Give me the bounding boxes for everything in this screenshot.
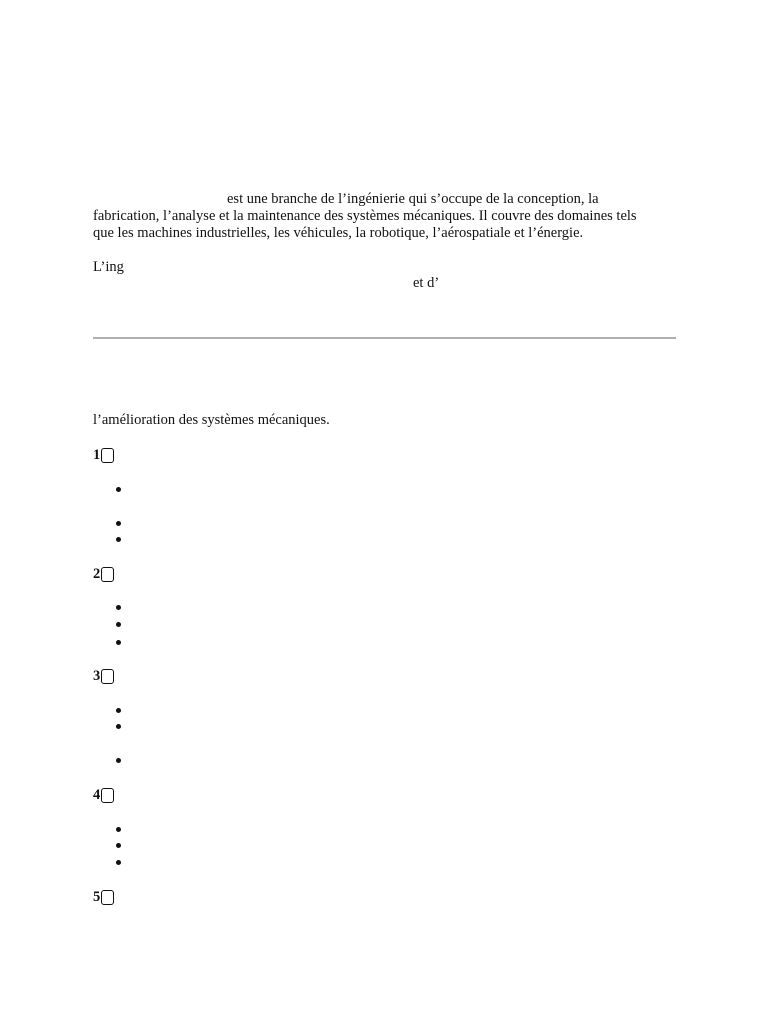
intro-line-3: que les machines industrielles, les véhicules, la robotique, l’aérospatiale et l’énergie. bbox=[93, 225, 584, 241]
horizontal-rule bbox=[93, 337, 676, 339]
section-heading-1 bbox=[93, 447, 114, 464]
box-icon bbox=[101, 567, 114, 582]
section-number: 5 bbox=[93, 889, 101, 905]
box-icon bbox=[101, 788, 114, 803]
bullet-icon bbox=[116, 708, 121, 713]
bullet-icon bbox=[116, 758, 121, 763]
box-icon bbox=[101, 890, 114, 905]
bullet-icon bbox=[116, 827, 121, 832]
intro-line-2: fabrication, l’analyse et la maintenance des systèmes mécaniques. Il couvre des domaines tels bbox=[93, 208, 637, 224]
section-number: 3 bbox=[93, 668, 101, 684]
section-heading-2 bbox=[93, 566, 114, 583]
bullet-icon bbox=[116, 724, 121, 729]
section-number: 4 bbox=[93, 787, 101, 803]
box-icon bbox=[101, 448, 114, 463]
bullet-icon bbox=[116, 843, 121, 848]
section-heading-3 bbox=[93, 668, 114, 685]
bullet-icon bbox=[116, 605, 121, 610]
intro-line-1: est une branche de l’ingénierie qui s’occupe de la conception, la bbox=[227, 191, 599, 207]
bullet-icon bbox=[116, 521, 121, 526]
section-heading-5 bbox=[93, 889, 114, 906]
bullet-icon bbox=[116, 640, 121, 645]
section-number: 2 bbox=[93, 566, 101, 582]
section-number: 1 bbox=[93, 447, 101, 463]
second-para-fragment: et d’ bbox=[413, 275, 440, 291]
bullet-icon bbox=[116, 487, 121, 492]
after-rule-line: l’amélioration des systèmes mécaniques. bbox=[93, 412, 330, 428]
second-para-start: L’ing bbox=[93, 259, 124, 275]
bullet-icon bbox=[116, 860, 121, 865]
box-icon bbox=[101, 669, 114, 684]
bullet-icon bbox=[116, 537, 121, 542]
section-heading-4 bbox=[93, 787, 114, 804]
bullet-icon bbox=[116, 622, 121, 627]
